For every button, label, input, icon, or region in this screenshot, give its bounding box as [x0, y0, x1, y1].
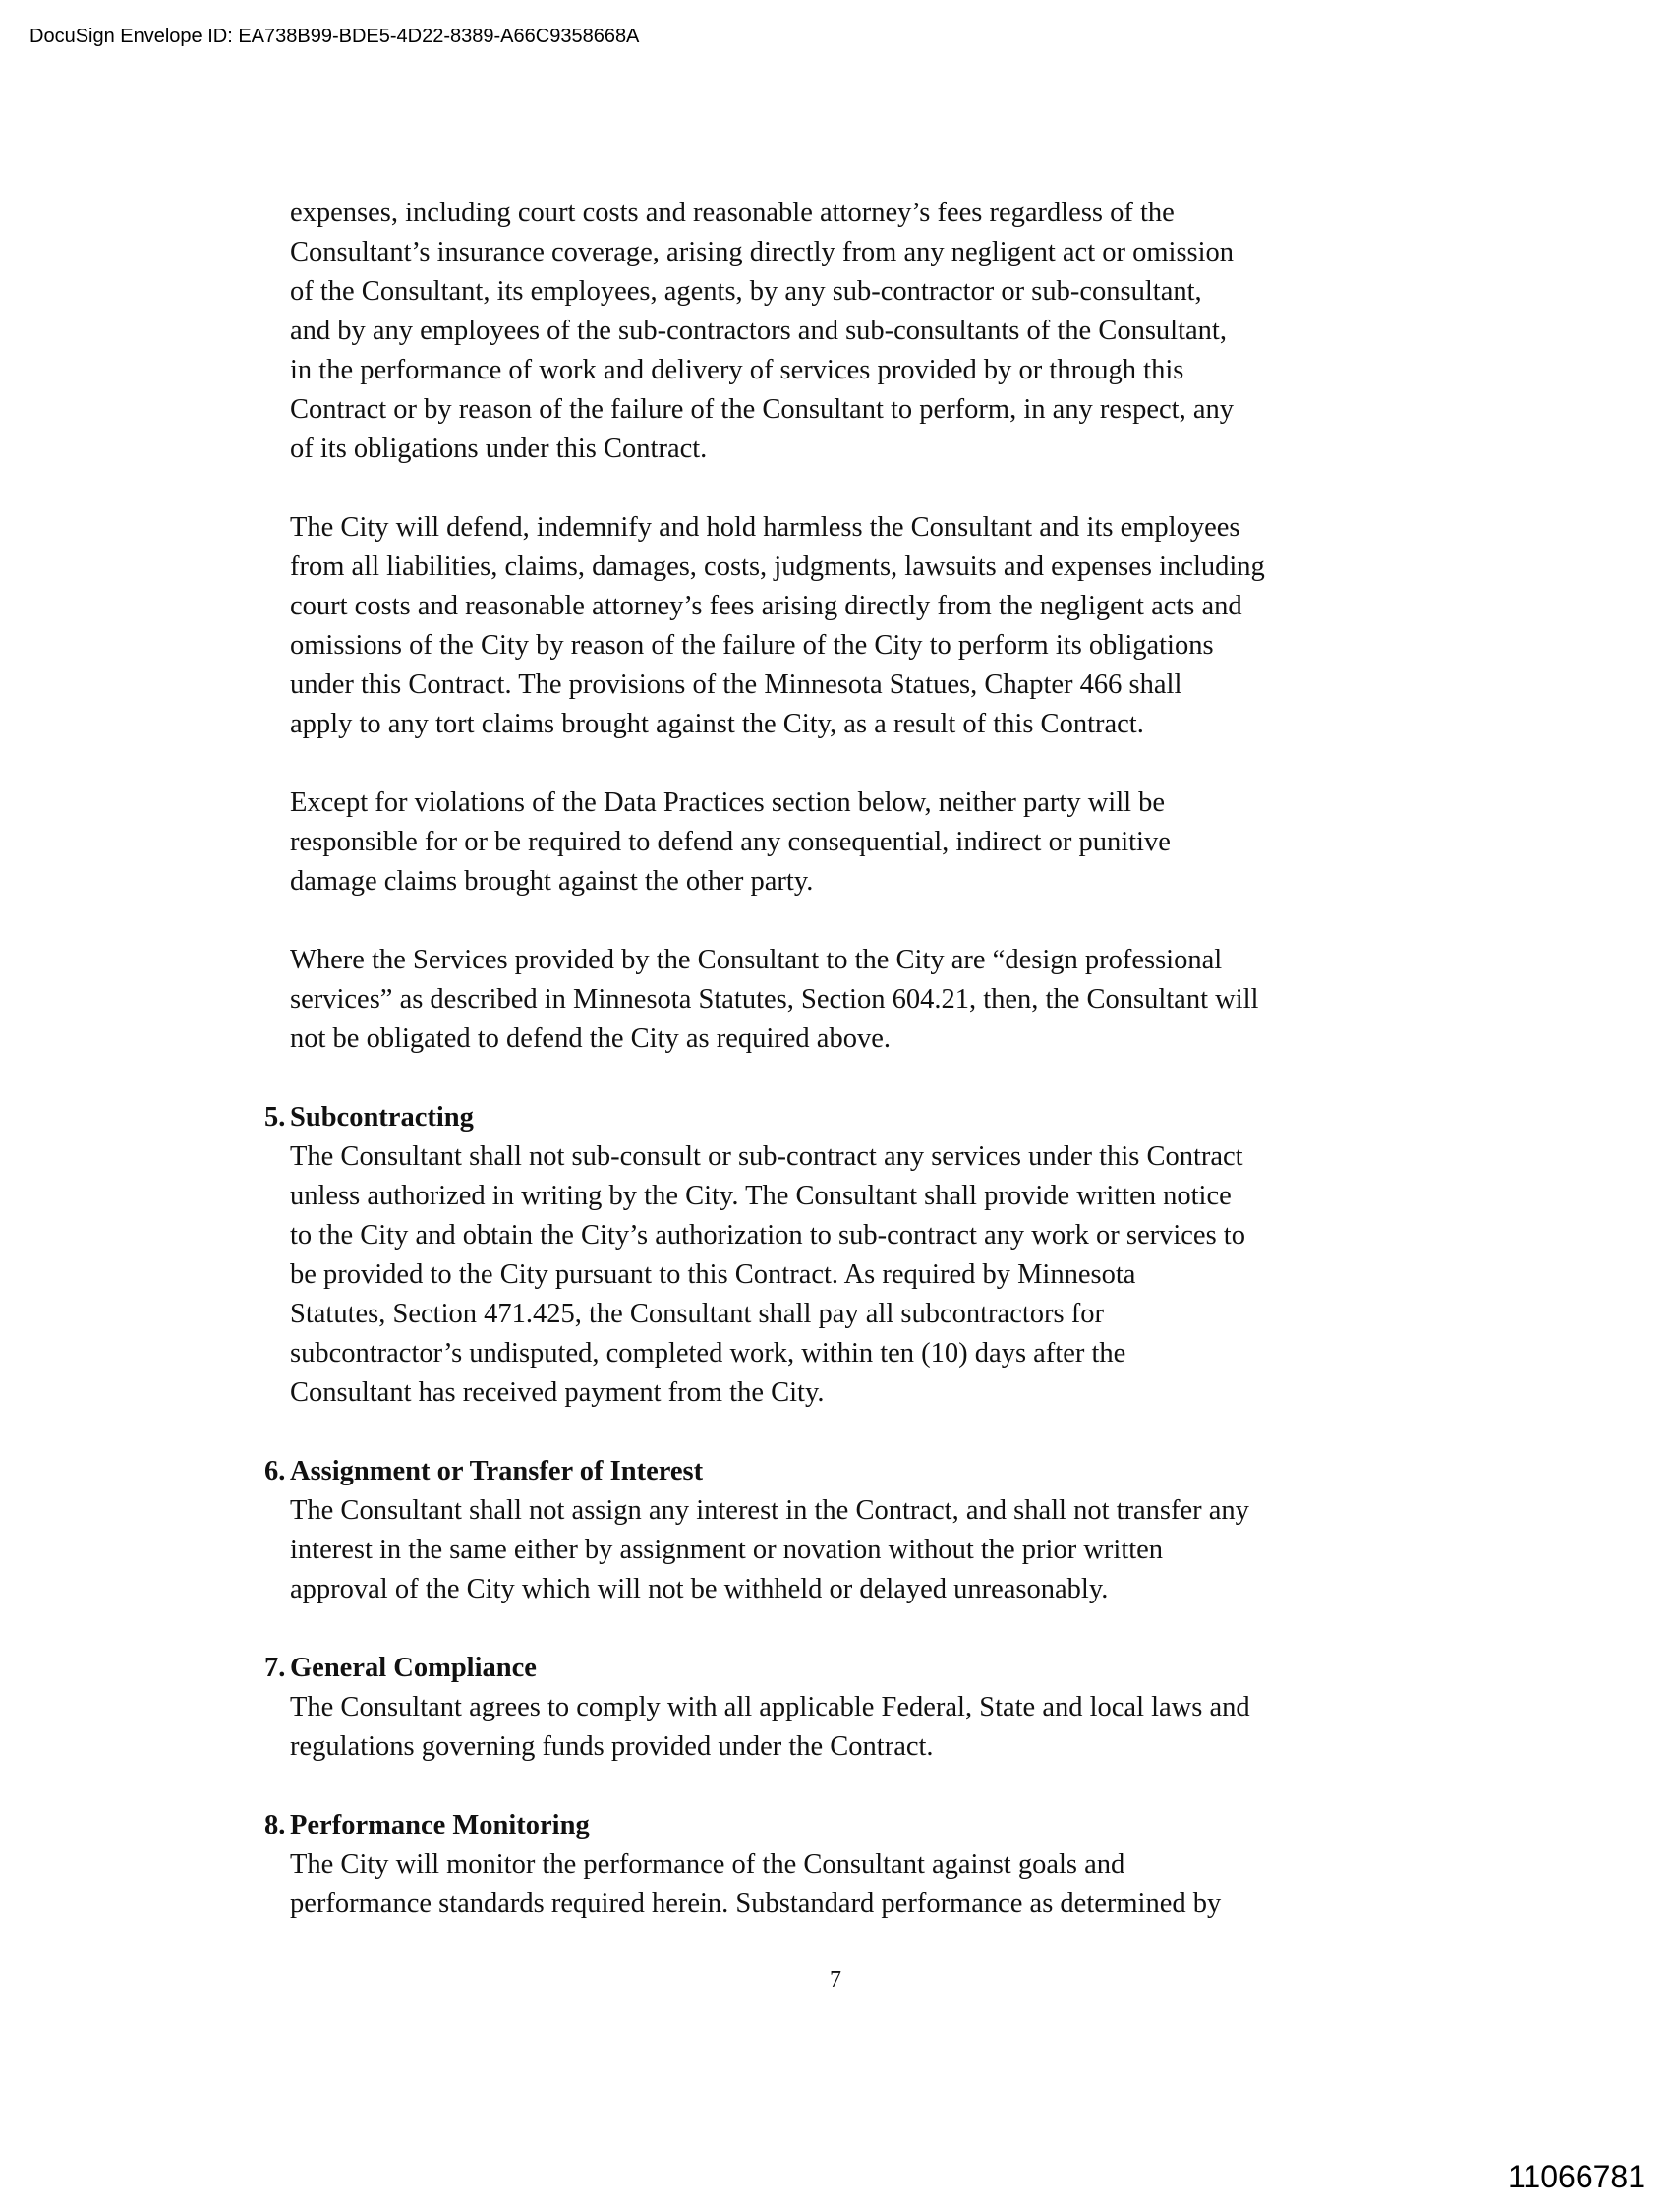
paragraph — [290, 784, 1489, 902]
section-number: 7. — [264, 1653, 286, 1683]
text-line: Where the Services provided by the Consultant to the City are “design professional — [290, 945, 1223, 975]
text-line: responsible for or be required to defend any consequential, indirect or punitive — [290, 827, 1171, 857]
text-line: damage claims brought against the other party. — [290, 866, 814, 897]
text-line: to the City and obtain the City’s authorization to sub-contract any work or services to — [290, 1220, 1245, 1251]
text-line: Consultant’s insurance coverage, arising directly from any negligent act or omission — [290, 237, 1235, 267]
paragraph-gap — [290, 1059, 1489, 1098]
text-line: expenses, including court costs and reasonable attorney’s fees regardless of the — [290, 198, 1175, 228]
text-line: unless authorized in writing by the City. The Consultant shall provide written notice — [290, 1181, 1232, 1211]
text-line: Statutes, Section 471.425, the Consultant shall pay all subcontractors for — [290, 1299, 1104, 1329]
text-line: of the Consultant, its employees, agents, by any sub-contractor or sub-consultant, — [290, 276, 1202, 307]
section-heading — [264, 1806, 1489, 1845]
section-6 — [264, 1452, 1489, 1609]
text-line: The Consultant agrees to comply with all applicable Federal, State and local laws and — [290, 1692, 1250, 1722]
section-5 — [264, 1098, 1489, 1413]
text-line: approval of the City which will not be withheld or delayed unreasonably. — [290, 1574, 1109, 1604]
section-8 — [264, 1806, 1489, 1924]
text-line: subcontractor’s undisputed, completed work, within ten (10) days after the — [290, 1338, 1126, 1368]
text-line: services” as described in Minnesota Statutes, Section 604.21, then, the Consultant will — [290, 984, 1259, 1015]
page-number: 7 — [830, 1967, 841, 1993]
text-line: The Consultant shall not assign any interest in the Contract, and shall not transfer any — [290, 1495, 1249, 1526]
text-line: from all liabilities, claims, damages, costs, judgments, lawsuits and expenses including — [290, 552, 1265, 582]
section-7 — [264, 1649, 1489, 1767]
paragraph-gap — [290, 744, 1489, 784]
section-title: Assignment or Transfer of Interest — [290, 1456, 704, 1486]
text-line: court costs and reasonable attorney’s fees arising directly from the negligent acts and — [290, 591, 1242, 621]
text-line: omissions of the City by reason of the failure of the City to perform its obligations — [290, 630, 1214, 661]
text-line: Contract or by reason of the failure of the Consultant to perform, in any respect, any — [290, 394, 1234, 425]
section-number: 8. — [264, 1810, 286, 1840]
text-line: performance standards required herein. Substandard performance as determined by — [290, 1889, 1222, 1919]
section-heading — [264, 1452, 1489, 1491]
paragraph-gap — [290, 1767, 1489, 1806]
text-line: in the performance of work and delivery of services provided by or through this — [290, 355, 1184, 385]
section-heading — [264, 1098, 1489, 1137]
text-line: apply to any tort claims brought against the City, as a result of this Contract. — [290, 709, 1144, 739]
paragraph-gap — [290, 1413, 1489, 1452]
text-line: The City will monitor the performance of the Consultant against goals and — [290, 1849, 1125, 1880]
text-line: Except for violations of the Data Practices section below, neither party will be — [290, 787, 1166, 818]
text-line: regulations governing funds provided under the Contract. — [290, 1731, 934, 1762]
document-number: 11066781 — [1508, 2159, 1645, 2194]
paragraph-gap — [290, 1609, 1489, 1649]
docusign-envelope-id: DocuSign Envelope ID: EA738B99-BDE5-4D22-8389-A66C9358668A — [29, 26, 640, 47]
section-title: Performance Monitoring — [290, 1810, 590, 1840]
section-title: Subcontracting — [290, 1102, 474, 1133]
paragraph-gap — [290, 469, 1489, 508]
section-number: 6. — [264, 1456, 286, 1486]
text-line: interest in the same either by assignment or novation without the prior written — [290, 1535, 1164, 1565]
paragraph-gap — [290, 902, 1489, 941]
text-line: not be obligated to defend the City as required above. — [290, 1023, 891, 1054]
text-line: The Consultant shall not sub-consult or sub-contract any services under this Contract — [290, 1141, 1243, 1172]
text-line: and by any employees of the sub-contractors and sub-consultants of the Consultant, — [290, 316, 1227, 346]
document-body — [264, 194, 1489, 1924]
text-line: of its obligations under this Contract. — [290, 434, 708, 464]
text-line: be provided to the City pursuant to this Contract. As required by Minnesota — [290, 1259, 1136, 1290]
section-title: General Compliance — [290, 1653, 537, 1683]
text-line: under this Contract. The provisions of the Minnesota Statues, Chapter 466 shall — [290, 669, 1182, 700]
section-number: 5. — [264, 1102, 286, 1133]
section-heading — [264, 1649, 1489, 1688]
paragraph — [290, 941, 1489, 1059]
paragraph — [290, 194, 1489, 469]
text-line: The City will defend, indemnify and hold harmless the Consultant and its employees — [290, 512, 1240, 543]
text-line: Consultant has received payment from the City. — [290, 1377, 825, 1408]
paragraph — [290, 508, 1489, 744]
